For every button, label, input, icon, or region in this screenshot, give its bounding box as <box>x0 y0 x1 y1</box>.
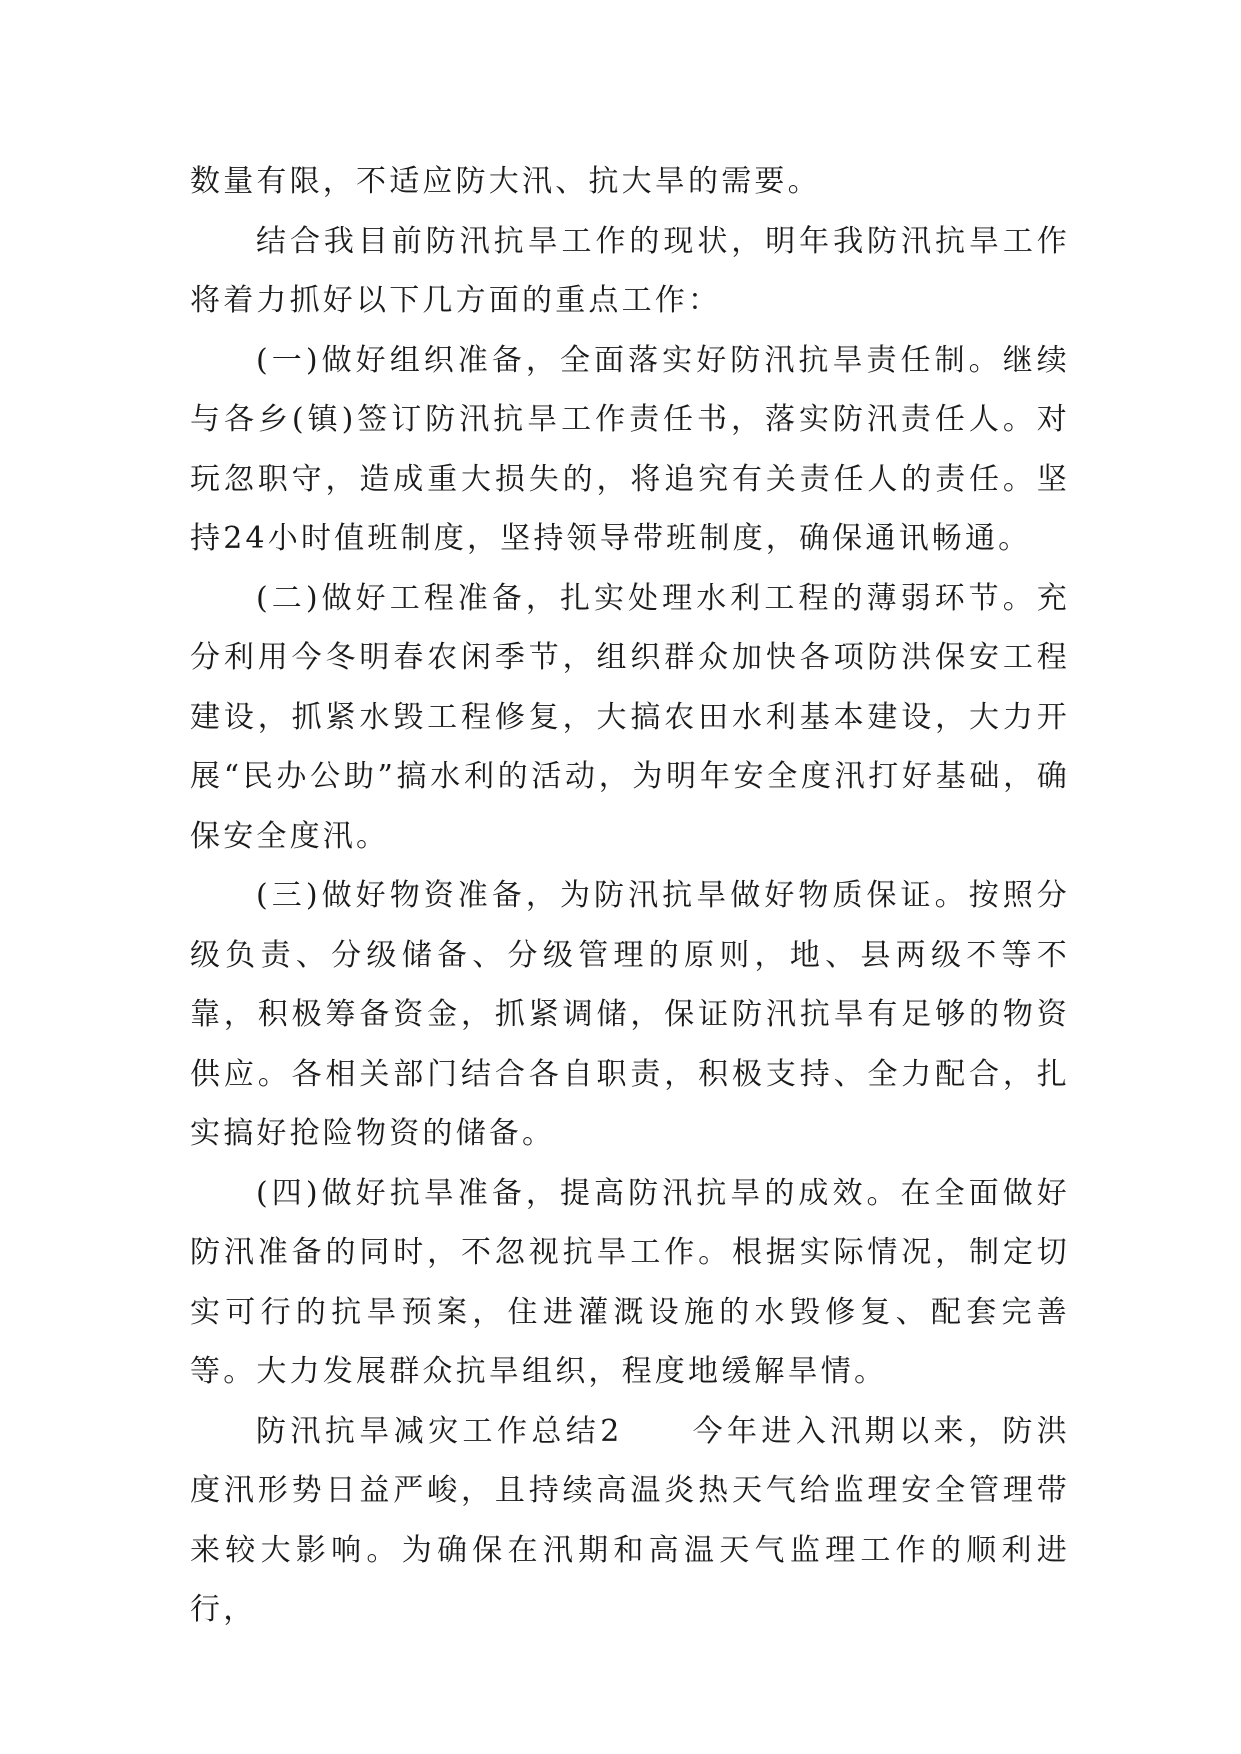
document-body <box>190 152 1070 1640</box>
paragraph-drought: (四)做好抗旱准备，提高防汛抗旱的成效。在全面做好防汛准备的同时，不忽视抗旱工作。根据实际情况，制定切实可行的抗旱预案，住进灌溉设施的水毁修复、配套完善等。大力发展群众抗旱组织，程度地缓解旱情。 <box>190 1175 1070 1389</box>
paragraph-intro: 结合我目前防汛抗旱工作的现状，明年我防汛抗旱工作将着力抓好以下几方面的重点工作： <box>190 223 1070 318</box>
paragraph-engineering: (二)做好工程准备，扎实处理水利工程的薄弱环节。充分利用今冬明春农闲季节，组织群众加快各项防洪保安工程建设，抓紧水毁工程修复，大搞农田水利基本建设，大力开展“民办公助”搞水利的活动，为明年安全度汛打好基础，确保安全度汛。 <box>190 580 1070 854</box>
paragraph-summary-2: 防汛抗旱减灾工作总结2 今年进入汛期以来，防洪度汛形势日益严峻，且持续高温炎热天气给监理安全管理带来较大影响。为确保在汛期和高温天气监理工作的顺利进行， <box>190 1413 1070 1627</box>
paragraph-continuation: 数量有限，不适应防大汛、抗大旱的需要。 <box>190 164 821 199</box>
paragraph-organization: (一)做好组织准备，全面落实好防汛抗旱责任制。继续与各乡(镇)签订防汛抗旱工作责任书，落实防汛责任人。对玩忽职守，造成重大损失的，将追究有关责任人的责任。坚持24小时值班制度，坚持领导带班制度，确保通讯畅通。 <box>190 342 1070 556</box>
paragraph-materials: (三)做好物资准备，为防汛抗旱做好物质保证。按照分级负责、分级储备、分级管理的原则，地、县两级不等不靠，积极筹备资金，抓紧调储，保证防汛抗旱有足够的物资供应。各相关部门结合各自职责，积极支持、全力配合，扎实搞好抢险物资的储备。 <box>190 878 1070 1151</box>
